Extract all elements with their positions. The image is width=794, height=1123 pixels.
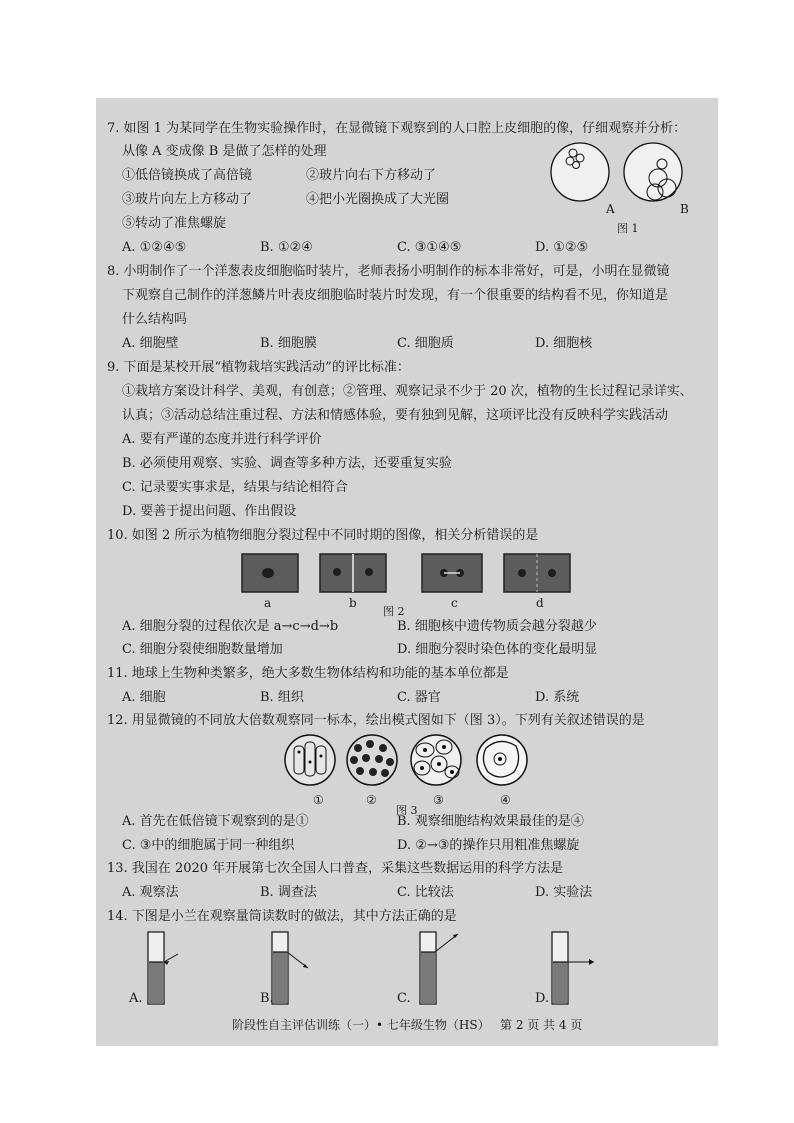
q8-option-a: A. 细胞壁 bbox=[122, 336, 179, 351]
q12-stem: 12. 用显微镜的不同放大倍数观察同一标本，绘出模式图如下（图 3）。下列有关叙述错误的是 bbox=[107, 713, 645, 728]
q9-option-b: B. 必须使用观察、实验、调查等多种方法，还要重复实验 bbox=[122, 456, 452, 471]
figure-2-label-b: b bbox=[349, 596, 357, 610]
q14-option-b: B. bbox=[260, 991, 274, 1006]
q10-stem: 10. 如图 2 所示为植物细胞分裂过程中不同时期的图像，相关分析错误的是 bbox=[107, 528, 539, 543]
q14-option-d: D. bbox=[535, 991, 550, 1006]
figure-2-label-c: c bbox=[451, 596, 458, 610]
q7-option-d: D. ①②⑤ bbox=[535, 240, 589, 255]
figure-2-label-d: d bbox=[536, 596, 544, 610]
figure-1-label-a: A bbox=[606, 202, 615, 216]
q12-option-c: C. ③中的细胞属于同一种组织 bbox=[122, 838, 295, 853]
q13-option-a: A. 观察法 bbox=[122, 885, 179, 900]
q11-option-d: D. 系统 bbox=[535, 690, 580, 705]
q12-option-b: B. 观察细胞结构效果最佳的是④ bbox=[397, 814, 584, 829]
figure-1-caption: 图 1 bbox=[617, 222, 639, 235]
q14-option-c: C. bbox=[397, 991, 411, 1006]
figure-3-caption: 图 3 bbox=[396, 804, 418, 817]
q7-item-3: ③玻片向左上方移动了 bbox=[122, 192, 253, 207]
figure-2-caption: 图 2 bbox=[383, 605, 405, 618]
figure-3-label-1: ① bbox=[313, 793, 324, 807]
q10-option-c: C. 细胞分裂使细胞数量增加 bbox=[122, 642, 283, 657]
q12-option-a: A. 首先在低倍镜下观察到的是① bbox=[122, 814, 309, 829]
q9-option-c: C. 记录要实事求是，结果与结论相符合 bbox=[122, 480, 348, 495]
q7-option-c: C. ③①④⑤ bbox=[397, 240, 462, 255]
q11-option-b: B. 组织 bbox=[260, 690, 304, 705]
q9-stem-line2: ①栽培方案设计科学、美观，有创意；②管理、观察记录不少于 20 次，植物的生长过程记录详实、 bbox=[122, 384, 693, 399]
q9-option-d: D. 要善于提出问题、作出假设 bbox=[122, 504, 297, 519]
q13-stem: 13. 我国在 2020 年开展第七次全国人口普查，采集这些数据运用的科学方法是 bbox=[107, 861, 564, 876]
figure-3-magnification-views bbox=[282, 732, 532, 790]
q9-stem-line1: 9. 下面是某校开展“植物栽培实践活动”的评比标准： bbox=[107, 360, 410, 375]
q11-stem: 11. 地球上生物种类繁多，绝大多数生物体结构和功能的基本单位都是 bbox=[107, 666, 509, 681]
q7-item-4: ④把小光圈换成了大光圈 bbox=[306, 192, 450, 207]
q11-option-a: A. 细胞 bbox=[122, 690, 166, 705]
q10-option-d: D. 细胞分裂时染色体的变化最明显 bbox=[397, 642, 598, 657]
q8-stem-line1: 8. 小明制作了一个洋葱表皮细胞临时装片，老师表扬小明制作的标本非常好，可是，小明在显微镜 bbox=[107, 264, 670, 279]
q8-option-b: B. 细胞膜 bbox=[260, 336, 317, 351]
q13-option-b: B. 调查法 bbox=[260, 885, 317, 900]
footer-page-number: 第 2 页 共 4 页 bbox=[500, 1018, 583, 1032]
q8-option-d: D. 细胞核 bbox=[535, 336, 593, 351]
q13-option-c: C. 比较法 bbox=[397, 885, 454, 900]
q12-option-d: D. ②→③的操作只用粗准焦螺旋 bbox=[397, 838, 580, 853]
figure-1-label-b: B bbox=[680, 202, 689, 216]
q7-option-a: A. ①②④⑤ bbox=[122, 240, 187, 255]
q11-option-c: C. 器官 bbox=[397, 690, 441, 705]
q9-option-a: A. 要有严谨的态度并进行科学评价 bbox=[122, 432, 322, 447]
figure-3-label-4: ④ bbox=[500, 793, 511, 807]
figure-3-label-2: ② bbox=[366, 793, 377, 807]
q14-option-a: A. bbox=[129, 991, 143, 1006]
q8-option-c: C. 细胞质 bbox=[397, 336, 454, 351]
footer-course-title: 阶段性自主评估训练（一）• 七年级生物（HS） bbox=[232, 1018, 490, 1032]
q14-stem: 14. 下图是小兰在观察量筒读数时的做法，其中方法正确的是 bbox=[107, 909, 457, 924]
q8-stem-line2: 下观察自己制作的洋葱鳞片叶表皮细胞临时装片时发现，有一个很重要的结构看不见，你知道是 bbox=[122, 288, 669, 303]
q13-option-d: D. 实验法 bbox=[535, 885, 593, 900]
q9-stem-line3: 认真；③活动总结注重过程、方法和情感体验，要有独到见解，这项评比没有反映科学实践活动 bbox=[122, 408, 669, 423]
q7-item-5: ⑤转动了准焦螺旋 bbox=[122, 216, 227, 231]
figure-2-cell-division bbox=[236, 550, 576, 598]
q10-option-a: A. 细胞分裂的过程依次是 a→c→d→b bbox=[122, 619, 339, 634]
q7-item-2: ②玻片向右下方移动了 bbox=[306, 168, 437, 183]
q7-stem-line2: 从像 A 变成像 B 是做了怎样的处理 bbox=[122, 144, 327, 159]
exam-page bbox=[96, 98, 718, 1046]
q7-option-b: B. ①②④ bbox=[260, 240, 313, 255]
q7-stem-line1: 7. 如图 1 为某同学在生物实验操作时，在显微镜下观察到的人口腔上皮细胞的像，仔细观察并分析： bbox=[107, 121, 687, 136]
q7-item-1: ①低倍镜换成了高倍镜 bbox=[122, 168, 253, 183]
figure-3-label-3: ③ bbox=[433, 793, 444, 807]
figure-2-label-a: a bbox=[264, 596, 272, 610]
q10-option-b: B. 细胞核中遗传物质会越分裂越少 bbox=[397, 619, 597, 634]
q8-stem-line3: 什么结构吗 bbox=[122, 312, 188, 327]
